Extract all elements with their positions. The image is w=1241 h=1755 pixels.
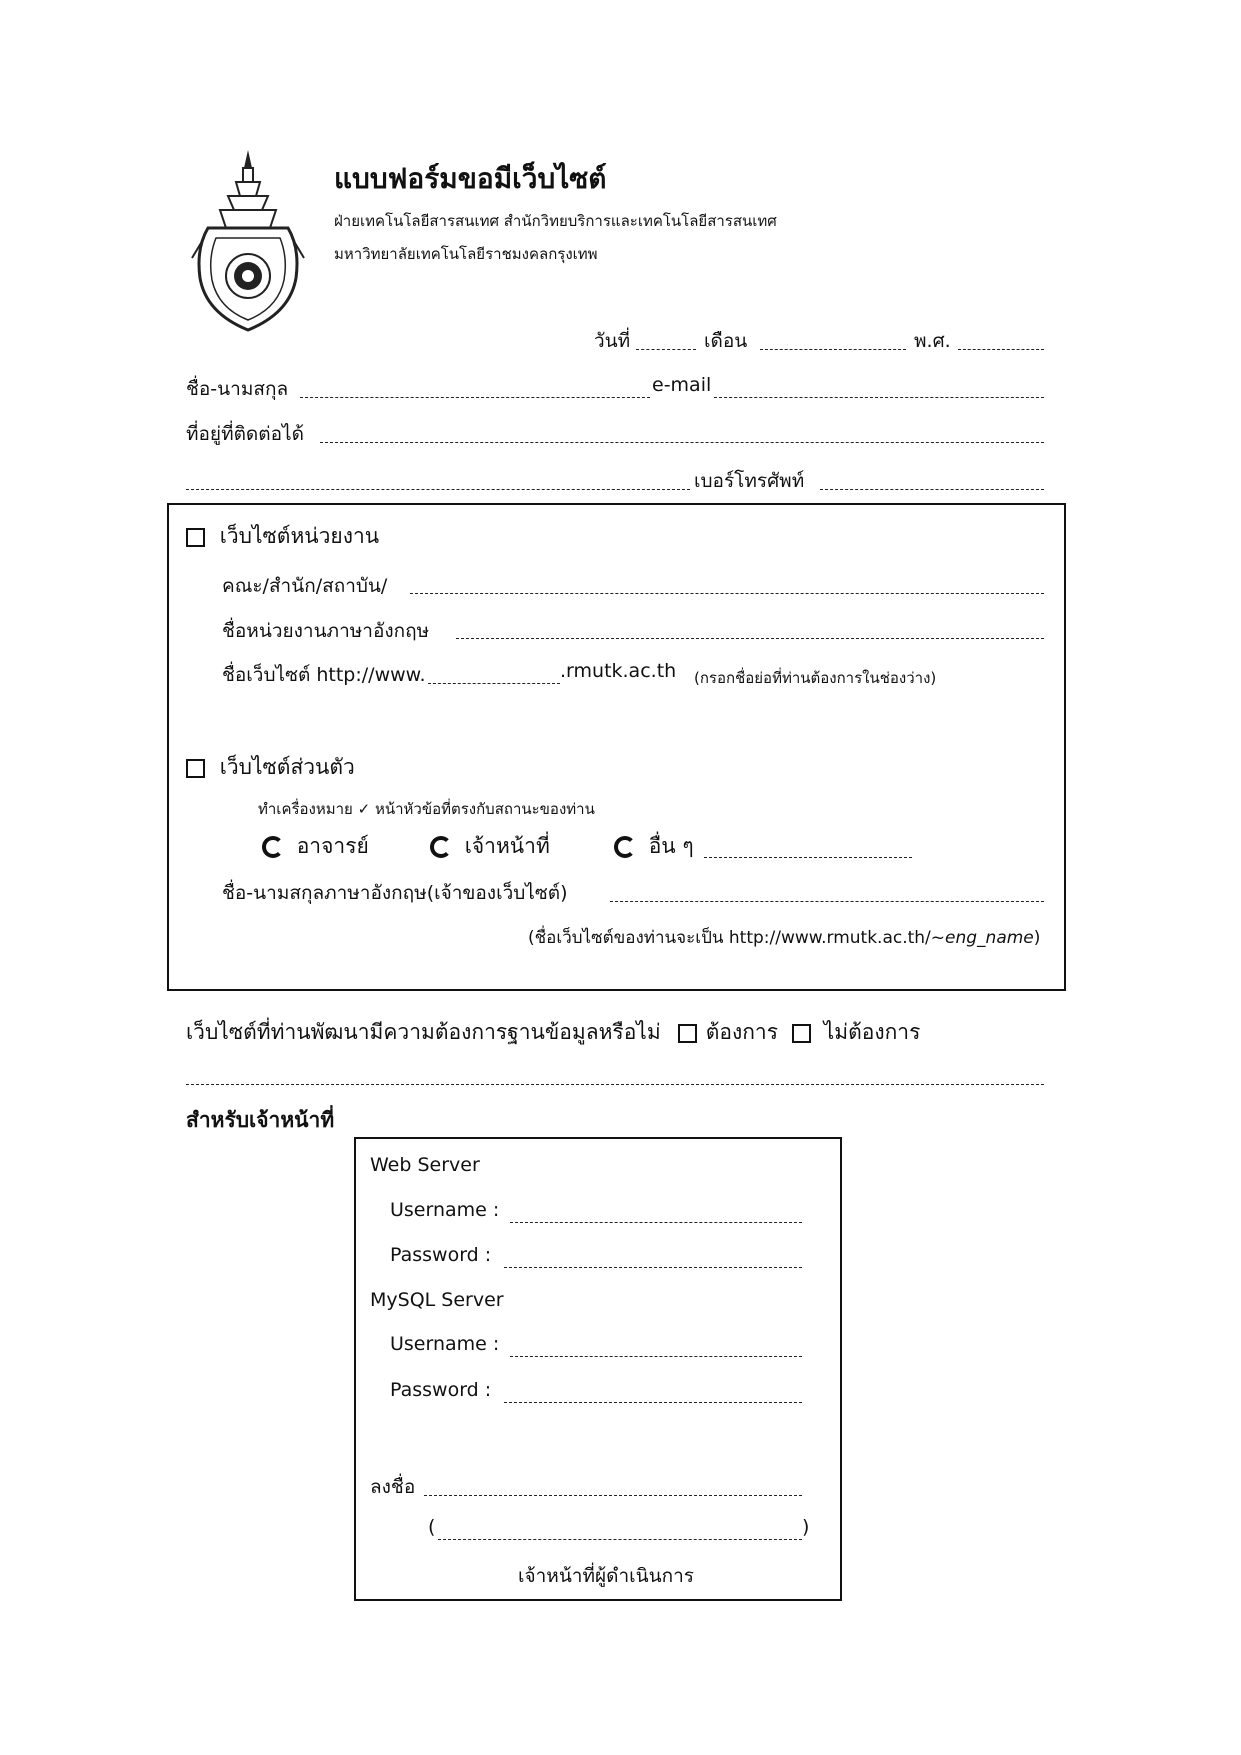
printed-name-field[interactable]: [438, 1539, 802, 1540]
web-username-field[interactable]: [510, 1222, 802, 1223]
personal-site-checkbox[interactable]: [186, 759, 205, 778]
unit-site-checkbox[interactable]: [186, 528, 205, 547]
site-hint: (กรอกชื่อย่อที่ท่านต้องการในช่องว่าง): [694, 669, 937, 687]
sign-label: ลงชื่อ: [370, 1476, 416, 1498]
url-note: [528, 924, 1040, 951]
owner-en-label: ชื่อ-นามสกุลภาษาอังกฤษ(เจ้าของเว็บไซต์): [222, 882, 568, 904]
option-lecturer[interactable]: [262, 830, 369, 863]
option-lecturer-label: อาจารย์: [296, 834, 369, 858]
year-label: พ.ศ.: [914, 330, 951, 352]
database-no-option[interactable]: [792, 1016, 920, 1049]
unit-en-field[interactable]: [456, 638, 1044, 639]
phone-label: เบอร์โทรศัพท์: [694, 470, 805, 492]
signature-field[interactable]: [424, 1495, 802, 1496]
address-field-2[interactable]: [186, 489, 690, 490]
url-note-suffix: ): [1033, 928, 1041, 948]
site-domain: .rmutk.ac.th: [560, 660, 677, 682]
year-field[interactable]: [958, 349, 1044, 350]
database-yes-checkbox[interactable]: [678, 1024, 697, 1043]
operator-role-label: เจ้าหน้าที่ผู้ดำเนินการ: [518, 1565, 694, 1587]
mysql-username-label: Username :: [390, 1333, 500, 1355]
form-title: แบบฟอร์มขอมีเว็บไซต์: [334, 162, 607, 195]
personal-site-label: เว็บไซต์ส่วนตัว: [219, 755, 355, 779]
day-field[interactable]: [636, 349, 696, 350]
name-paren-open: (: [428, 1516, 436, 1538]
web-password-label: Password :: [390, 1244, 492, 1266]
personal-site-option[interactable]: [186, 751, 355, 784]
web-password-field[interactable]: [504, 1267, 802, 1268]
name-field[interactable]: [300, 397, 650, 398]
department-subtitle: ฝ่ายเทคโนโลยีสารสนเทศ สำนักวิทยบริการและเทคโนโลยีสารสนเทศ: [334, 212, 777, 230]
option-staff[interactable]: [430, 830, 550, 863]
database-no-label: ไม่ต้องการ: [823, 1020, 921, 1044]
month-label: เดือน: [704, 330, 748, 352]
day-label: วันที่: [594, 330, 631, 352]
university-subtitle: มหาวิทยาลัยเทคโนโลยีราชมงคลกรุงเทพ: [334, 245, 598, 263]
other-radio-icon[interactable]: [614, 836, 636, 858]
staff-heading: สำหรับเจ้าหน้าที่: [186, 1108, 335, 1132]
other-field[interactable]: [704, 857, 912, 858]
url-note-var: eng_name: [945, 928, 1034, 948]
email-field[interactable]: [714, 397, 1044, 398]
address-label: ที่อยู่ที่ติดต่อได้: [186, 423, 304, 445]
site-name-field[interactable]: [428, 683, 560, 684]
staff-radio-icon[interactable]: [430, 836, 452, 858]
status-instruction: ทำเครื่องหมาย ✓ หน้าหัวข้อที่ตรงกับสถานะของท่าน: [258, 800, 595, 818]
section-divider: [186, 1084, 1044, 1085]
database-yes-label: ต้องการ: [705, 1020, 778, 1044]
faculty-label: คณะ/สำนัก/สถาบัน/: [222, 575, 388, 597]
unit-site-option[interactable]: [186, 520, 379, 553]
phone-field[interactable]: [820, 489, 1044, 490]
university-emblem-icon: [186, 148, 310, 338]
faculty-field[interactable]: [410, 593, 1044, 594]
unit-en-label: ชื่อหน่วยงานภาษาอังกฤษ: [222, 620, 430, 642]
unit-site-label: เว็บไซต์หน่วยงาน: [219, 524, 380, 548]
option-other[interactable]: [614, 830, 694, 863]
site-name-label: ชื่อเว็บไซต์ http://www.: [222, 664, 426, 686]
url-note-prefix: (ชื่อเว็บไซต์ของท่านจะเป็น http://www.rmutk.ac.th/~: [528, 928, 946, 948]
address-field-1[interactable]: [320, 442, 1044, 443]
option-staff-label: เจ้าหน้าที่: [464, 834, 550, 858]
web-server-label: Web Server: [370, 1154, 480, 1176]
web-username-label: Username :: [390, 1199, 500, 1221]
database-question: เว็บไซต์ที่ท่านพัฒนามีความต้องการฐานข้อมูลหรือไม่: [186, 1020, 661, 1044]
option-other-label: อื่น ๆ: [648, 834, 694, 858]
mysql-server-label: MySQL Server: [370, 1289, 504, 1311]
email-label: e-mail: [652, 374, 712, 396]
database-no-checkbox[interactable]: [792, 1024, 811, 1043]
database-yes-option[interactable]: [678, 1016, 778, 1049]
month-field[interactable]: [760, 349, 906, 350]
mysql-username-field[interactable]: [510, 1356, 802, 1357]
lecturer-radio-icon[interactable]: [262, 836, 284, 858]
mysql-password-label: Password :: [390, 1379, 492, 1401]
mysql-password-field[interactable]: [504, 1402, 802, 1403]
name-label: ชื่อ-นามสกุล: [186, 378, 289, 400]
name-paren-close: ): [802, 1516, 810, 1538]
owner-en-field[interactable]: [610, 901, 1044, 902]
